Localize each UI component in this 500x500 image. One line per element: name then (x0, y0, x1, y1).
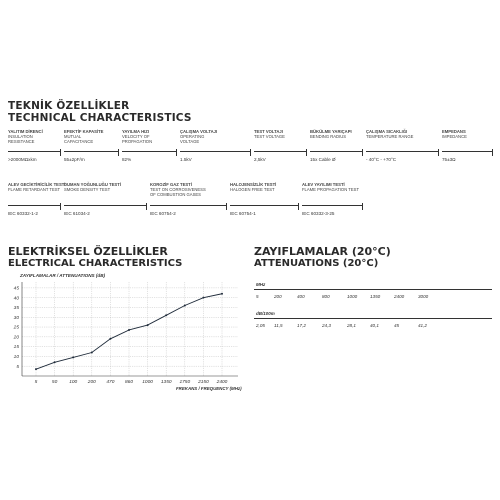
chart-y-tick-2: 35 (13, 306, 19, 312)
row2-value-1: IEC 61034-2 (64, 211, 90, 216)
chart-y-tick-5: 20 (13, 335, 19, 341)
row1-divider-1 (118, 149, 119, 156)
chart-x-tick-7: 1350 (160, 380, 172, 385)
chart-y-axis-label: ZAYIFLAMALAR / ATTENUATIONS (dB) (20, 273, 106, 278)
chart-x-tick-0: 5 (34, 380, 38, 385)
row1-divider-0 (60, 149, 61, 156)
row2-label-4-en1: FLAME PROPAGATION TEST (302, 187, 360, 192)
chart-point-1 (54, 361, 56, 363)
row1-label-0-tr: YALITIM DİRENCİ (8, 129, 43, 134)
mhz-cell-1: 200 (274, 294, 282, 299)
row1-divider-6 (438, 149, 439, 156)
mhz-cell-5: 1350 (370, 294, 381, 299)
chart-point-10 (221, 293, 223, 295)
mhz-label: MHz (256, 282, 266, 287)
mhz-cell-4: 1000 (347, 294, 358, 299)
row1-rule-3 (180, 151, 250, 152)
chart-point-5 (128, 329, 130, 331)
row1-divider-2 (176, 149, 177, 156)
db-cell-2: 17,2 (297, 323, 306, 328)
row2-label-0 (8, 182, 65, 192)
db-rule (254, 318, 492, 319)
row2-rule-1 (64, 205, 146, 206)
electrical-title-tr: ELEKTRİKSEL ÖZELLİKLER (8, 245, 168, 258)
row1-label-5 (310, 129, 352, 139)
row1-value-2: 82% (122, 157, 132, 162)
chart-point-9 (202, 297, 204, 299)
row1-label-6 (366, 129, 413, 139)
row1-divider-7 (492, 149, 493, 156)
row2-label-2-tr: KOROZİF GAZ TESTİ (150, 182, 192, 187)
row1-label-5-en1: BENDING RADIUS (310, 134, 347, 139)
chart-y-tick-8: 5 (16, 364, 19, 370)
row1-label-3 (180, 129, 217, 144)
row1-label-2 (122, 129, 152, 144)
row1-divider-3 (250, 149, 251, 156)
chart-point-7 (165, 314, 167, 316)
chart-x-tick-2: 100 (69, 380, 78, 385)
row2-label-1 (64, 182, 121, 192)
row1-rule-2 (122, 151, 176, 152)
row2-divider-1 (146, 203, 147, 210)
row1-label-1 (64, 129, 103, 144)
row1-value-1: 55±2pF/m (64, 157, 85, 162)
row1-label-2-en1: VELOCITY OF (122, 134, 150, 139)
chart-x-tick-9: 2150 (198, 380, 209, 385)
db-cell-0: 2,05 (256, 323, 265, 328)
row2-label-2 (150, 182, 206, 197)
row2-label-2-en1: TEST ON CORROSIVENESS (150, 187, 206, 192)
db-cell-3: 24,3 (322, 323, 331, 328)
row1-label-0-en1: INSULATION (8, 134, 33, 139)
row1-label-2-tr: YAYILMA HIZI (122, 129, 149, 134)
chart-point-3 (91, 352, 93, 354)
row1-label-6-tr: ÇALIŞMA SICAKLIĞI (366, 129, 408, 134)
mhz-cell-0: 5 (256, 294, 259, 299)
chart-y-tick-0: 45 (13, 286, 19, 292)
row1-label-5-tr: BÜKÜLME YARIÇAPI (310, 129, 352, 134)
row2-label-3 (230, 182, 276, 192)
row1-label-6-en1: TEMPERATURE RANGE (366, 134, 414, 139)
row1-label-0 (8, 129, 43, 144)
row1-rule-4 (254, 151, 306, 152)
chart-point-0 (35, 368, 37, 370)
chart-x-tick-1: 50 (51, 380, 58, 385)
chart-point-6 (147, 324, 149, 326)
chart-x-tick-10: 2400 (216, 380, 228, 385)
row2-label-3-en1: HALOGEN FREE TEST (230, 187, 275, 192)
chart-x-axis-label: FREKANS / FREQUENCY (MHz) (176, 386, 242, 391)
row2-value-4: IEC 60332-3-25 (302, 211, 335, 216)
mhz-cell-7: 3000 (418, 294, 429, 299)
chart-y-tick-1: 40 (13, 296, 19, 302)
chart-x-tick-4: 470 (106, 380, 115, 385)
row2-label-3-tr: HALOJENSİZLİK TESTİ (230, 182, 277, 187)
row1-label-1-en1: MUTUAL (64, 134, 82, 139)
row2-value-3: IEC 60754-1 (230, 211, 256, 216)
chart-point-4 (109, 338, 111, 340)
chart-x-tick-5: 860 (124, 380, 134, 385)
row1-rule-6 (366, 151, 438, 152)
row1-label-4-en1: TEST VOLTAGE (254, 134, 285, 139)
row1-value-5: 15x Cable Ø (310, 157, 336, 162)
row1-label-7 (442, 129, 467, 139)
db-cell-6: 45 (394, 323, 400, 328)
row1-divider-5 (362, 149, 363, 156)
attenuation-title-en: ATTENUATIONS (20°C) (254, 258, 379, 269)
row1-label-3-tr: ÇALIŞMA VOLTAJI (180, 129, 218, 134)
chart-x-tick-3: 200 (87, 380, 96, 385)
row2-label-4 (302, 182, 359, 192)
row1-value-6: - 40°C - +70°C (366, 157, 397, 162)
row2-label-0-tr: ALEV GECİKTİRİCİLİK TESTİ (8, 182, 66, 187)
db-cell-5: 40,1 (370, 323, 379, 328)
row2-label-1-tr: DUMAN YOĞUNLUĞU TESTİ (64, 182, 121, 187)
chart-y-tick-7: 10 (13, 355, 19, 361)
row1-value-7: 75±3Ω (442, 157, 456, 162)
row1-label-7-tr: EMPEDANS (442, 129, 466, 134)
technical-title-tr: TEKNİK ÖZELLİKLER (8, 100, 130, 112)
row1-label-1-en2: CAPACITANCE (64, 139, 94, 144)
row2-divider-4 (362, 203, 363, 210)
mhz-cell-3: 800 (322, 294, 330, 299)
row1-rule-0 (8, 151, 60, 152)
chart-point-2 (72, 356, 74, 358)
row2-divider-0 (60, 203, 61, 210)
attenuation-chart (0, 268, 250, 398)
db-label: dB/100m (256, 311, 275, 316)
row1-value-4: 2,5kV (254, 157, 266, 162)
row1-divider-4 (306, 149, 307, 156)
row1-rule-1 (64, 151, 118, 152)
row1-value-3: 1.5kV (180, 157, 192, 162)
db-cell-7: 41,2 (418, 323, 427, 328)
row2-rule-0 (8, 205, 60, 206)
chart-y-ticks (13, 285, 20, 369)
row1-label-4 (254, 129, 285, 139)
attenuation-title-tr: ZAYIFLAMALAR (20°C) (254, 245, 391, 258)
row2-rule-4 (302, 205, 362, 206)
row1-rule-5 (310, 151, 362, 152)
electrical-title-en: ELECTRICAL CHARACTERISTICS (8, 258, 183, 269)
row1-label-3-en1: OPERATING (180, 134, 205, 139)
row1-label-2-en2: PROPAGATION (122, 139, 153, 144)
row1-label-0-en2: RESISTANCE (8, 139, 35, 144)
row2-label-2-en2: OF COMBUSTION GASES (150, 192, 201, 197)
row2-divider-2 (226, 203, 227, 210)
mhz-cell-6: 2400 (394, 294, 405, 299)
row2-rule-2 (150, 205, 226, 206)
row1-value-0: >2000MΩxkm (8, 157, 37, 162)
row2-value-0: IEC 60332-1-2 (8, 211, 38, 216)
chart-y-tick-6: 15 (13, 345, 19, 351)
row1-label-1-tr: EFEKTİF KAPASİTE (64, 129, 104, 134)
chart-x-tick-8: 1750 (179, 380, 191, 385)
chart-x-tick-6: 1000 (142, 380, 153, 385)
row1-label-3-en2: VOLTAGE (180, 139, 200, 144)
row2-value-2: IEC 60754-2 (150, 211, 176, 216)
chart-y-tick-3: 30 (13, 315, 19, 321)
chart-point-8 (184, 305, 186, 307)
row2-rule-3 (230, 205, 298, 206)
row2-divider-3 (298, 203, 299, 210)
row2-label-4-tr: ALEV YAYILIMI TESTİ (302, 182, 345, 187)
mhz-rule (254, 289, 492, 290)
technical-title-en: TECHNICAL CHARACTERISTICS (8, 112, 192, 124)
chart-x-ticks (35, 379, 228, 385)
db-cell-1: 11,5 (274, 323, 283, 328)
row1-rule-7 (442, 151, 492, 152)
mhz-cell-2: 400 (297, 294, 305, 299)
row2-label-1-en1: SMOKE DENSITY TEST (64, 187, 111, 192)
row2-label-0-en1: FLAME RETARDANT TEST (8, 187, 61, 192)
chart-y-tick-4: 25 (13, 325, 19, 331)
db-cell-4: 28,1 (347, 323, 356, 328)
row1-label-4-tr: TEST VOLTAJI (254, 129, 283, 134)
row1-label-7-en1: IMPEDANCE (442, 134, 467, 139)
